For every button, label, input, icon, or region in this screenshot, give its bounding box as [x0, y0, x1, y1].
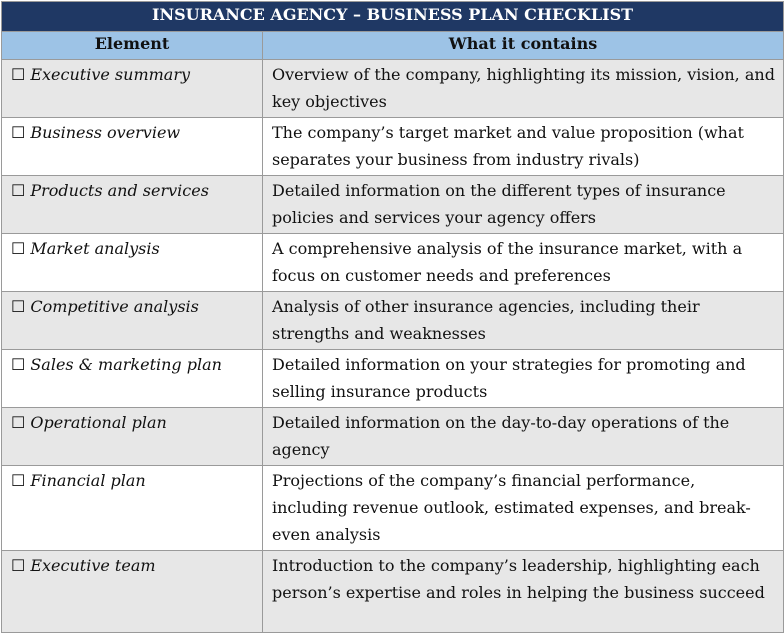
table-row	[2, 466, 784, 551]
checkbox-icon[interactable]: ☐	[11, 239, 26, 258]
description-cell: A comprehensive analysis of the insurance market, with a focus on customer needs and preferences	[263, 234, 784, 292]
element-label: Business overview	[30, 123, 181, 142]
element-label: Sales & marketing plan	[30, 355, 222, 374]
element-label: Competitive analysis	[30, 297, 199, 316]
description-cell: Detailed information on the different types of insurance policies and services your agency offers	[263, 176, 784, 234]
element-cell	[2, 234, 263, 292]
description-cell: The company’s target market and value proposition (what separates your business from industry rivals)	[263, 118, 784, 176]
checkbox-icon[interactable]: ☐	[11, 413, 26, 432]
description-cell: Introduction to the company’s leadership, highlighting each person’s expertise and roles in helping the business succeed	[263, 551, 784, 633]
element-label: Operational plan	[30, 413, 167, 432]
business-plan-checklist-table	[1, 1, 784, 633]
element-label: Executive team	[30, 556, 156, 575]
element-label: Financial plan	[30, 471, 146, 490]
table-title: INSURANCE AGENCY – BUSINESS PLAN CHECKLIST	[2, 2, 784, 32]
checkbox-icon[interactable]: ☐	[11, 65, 26, 84]
column-header-contents: What it contains	[263, 32, 784, 60]
element-cell	[2, 466, 263, 551]
table-row	[2, 60, 784, 118]
column-header-element: Element	[2, 32, 263, 60]
element-cell	[2, 350, 263, 408]
checkbox-icon[interactable]: ☐	[11, 297, 26, 316]
element-cell	[2, 176, 263, 234]
table-row	[2, 234, 784, 292]
checkbox-icon[interactable]: ☐	[11, 123, 26, 142]
checkbox-icon[interactable]: ☐	[11, 355, 26, 374]
table-row	[2, 292, 784, 350]
description-cell: Detailed information on your strategies for promoting and selling insurance products	[263, 350, 784, 408]
element-cell	[2, 292, 263, 350]
table-row	[2, 176, 784, 234]
table-row	[2, 551, 784, 633]
table-row	[2, 118, 784, 176]
description-cell: Detailed information on the day-to-day operations of the agency	[263, 408, 784, 466]
element-cell	[2, 118, 263, 176]
checkbox-icon[interactable]: ☐	[11, 471, 26, 490]
element-cell	[2, 408, 263, 466]
description-cell: Overview of the company, highlighting its mission, vision, and key objectives	[263, 60, 784, 118]
element-cell	[2, 60, 263, 118]
table-row	[2, 350, 784, 408]
element-cell	[2, 551, 263, 633]
element-label: Products and services	[30, 181, 209, 200]
checkbox-icon[interactable]: ☐	[11, 181, 26, 200]
element-label: Executive summary	[30, 65, 191, 84]
checkbox-icon[interactable]: ☐	[11, 556, 26, 575]
description-cell: Analysis of other insurance agencies, including their strengths and weaknesses	[263, 292, 784, 350]
description-cell: Projections of the company’s financial performance, including revenue outlook, estimated expenses, and break-even analysis	[263, 466, 784, 551]
element-label: Market analysis	[30, 239, 160, 258]
table-row	[2, 408, 784, 466]
